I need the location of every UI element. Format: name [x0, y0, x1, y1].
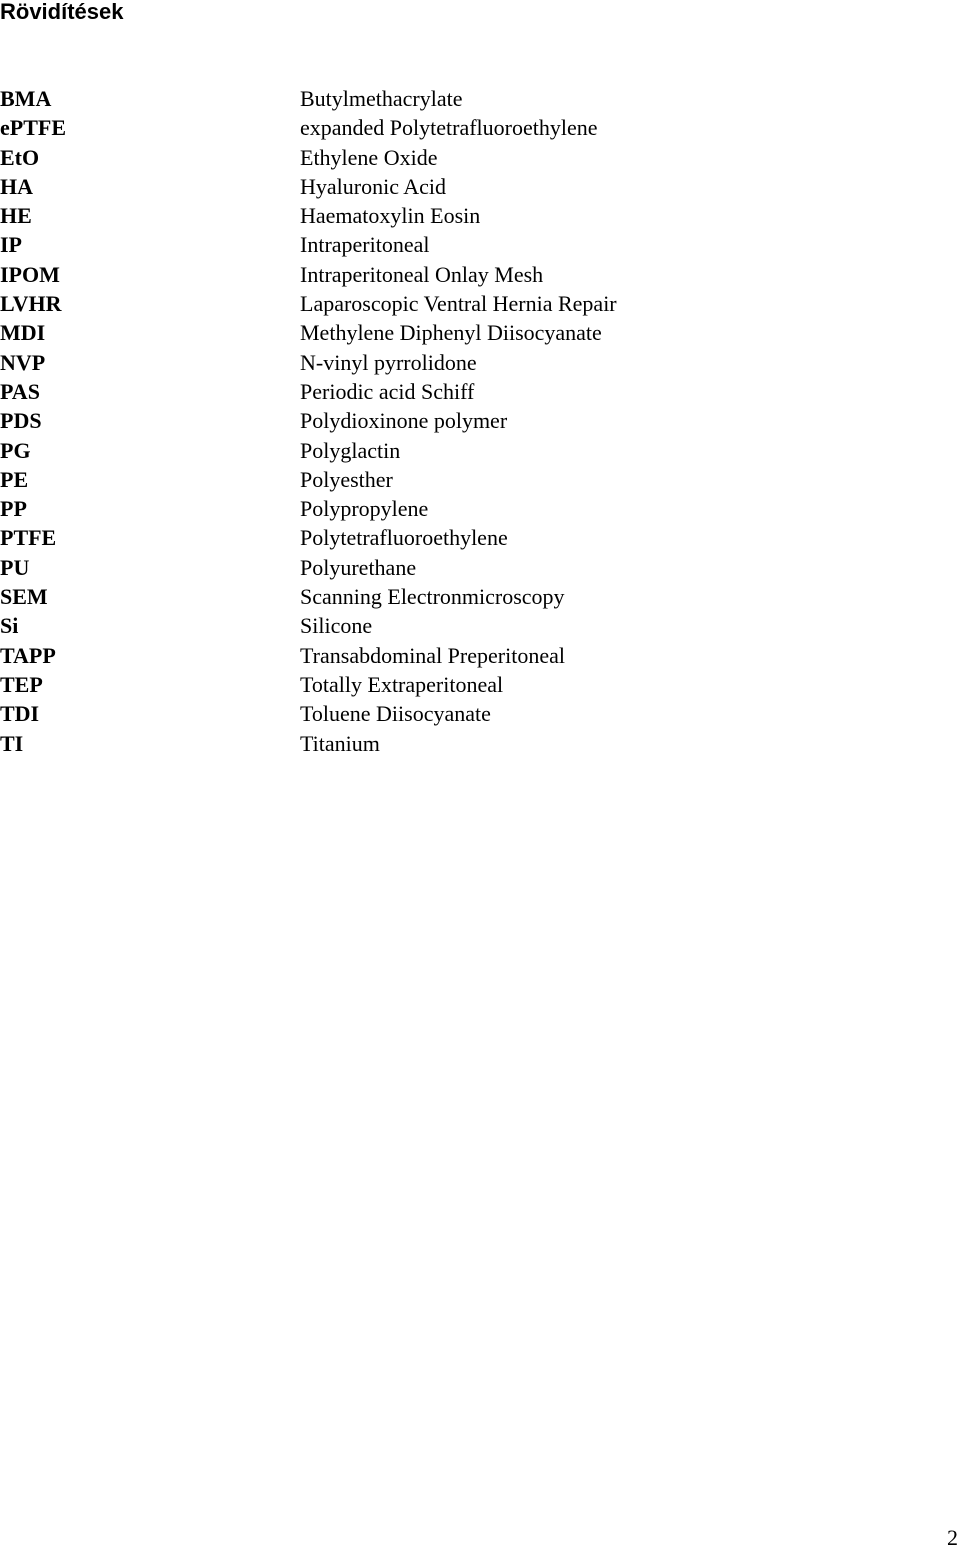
abbreviation-definition: Polyurethane	[300, 554, 417, 580]
abbreviation-term: HE	[0, 203, 32, 229]
abbreviation-row	[0, 523, 940, 552]
abbreviation-term: NVP	[0, 349, 46, 375]
abbreviation-term: PAS	[0, 378, 40, 404]
abbreviation-term: PE	[0, 466, 29, 492]
abbreviation-term: IP	[0, 232, 22, 258]
abbreviation-row	[0, 611, 940, 640]
abbreviation-row	[0, 113, 940, 142]
abbreviation-row	[0, 465, 940, 494]
abbreviation-row	[0, 172, 940, 201]
abbreviation-definition: Intraperitoneal Onlay Mesh	[300, 261, 544, 287]
abbreviation-definition: Intraperitoneal	[300, 232, 430, 258]
abbreviation-definition: Totally Extraperitoneal	[300, 671, 504, 697]
page-number: 2	[947, 1525, 958, 1550]
abbreviation-term: PDS	[0, 408, 42, 434]
abbreviation-definition: Silicone	[300, 613, 373, 639]
abbreviation-row	[0, 729, 940, 758]
abbreviation-definition: Periodic acid Schiff	[300, 378, 475, 404]
abbreviation-definition: Titanium	[300, 730, 380, 756]
abbreviation-row	[0, 230, 940, 259]
abbreviation-definition: Scanning Electronmicroscopy	[300, 584, 565, 610]
abbreviation-definition: Hyaluronic Acid	[300, 173, 447, 199]
abbreviation-term: HA	[0, 173, 33, 199]
abbreviation-row	[0, 143, 940, 172]
abbreviation-term: TI	[0, 730, 24, 756]
abbreviation-term: LVHR	[0, 291, 62, 317]
abbreviation-term: Si	[0, 613, 19, 639]
abbreviation-row	[0, 494, 940, 523]
abbreviation-term: ePTFE	[0, 115, 66, 141]
abbreviation-term: TDI	[0, 701, 40, 727]
abbreviation-row	[0, 699, 940, 728]
abbreviation-definition: Polyglactin	[300, 437, 401, 463]
abbreviation-row	[0, 436, 940, 465]
abbreviation-definition: Butylmethacrylate	[300, 86, 463, 111]
abbreviation-row	[0, 670, 940, 699]
abbreviation-term: TEP	[0, 671, 43, 697]
abbreviation-definition: Polyesther	[300, 466, 393, 492]
abbreviation-definition: Laparoscopic Ventral Hernia Repair	[300, 291, 617, 317]
abbreviation-term: PTFE	[0, 525, 57, 551]
abbreviation-definition: Haematoxylin Eosin	[300, 203, 481, 229]
abbreviation-row	[0, 84, 940, 113]
abbreviation-definition: Toluene Diisocyanate	[300, 701, 491, 727]
abbreviation-row	[0, 318, 940, 347]
abbreviation-definition: Polydioxinone polymer	[300, 408, 508, 434]
abbreviation-row	[0, 201, 940, 230]
abbreviation-term: SEM	[0, 584, 48, 610]
abbreviation-row	[0, 553, 940, 582]
abbreviation-row	[0, 260, 940, 289]
abbreviation-row	[0, 641, 940, 670]
abbreviation-row	[0, 289, 940, 318]
abbreviation-definition: Polypropylene	[300, 496, 429, 522]
page-heading: Rövidítések	[0, 0, 124, 24]
abbreviation-term: PG	[0, 437, 31, 463]
abbreviation-term: EtO	[0, 144, 40, 170]
abbreviation-definition: N-vinyl pyrrolidone	[300, 349, 477, 375]
abbreviation-definition: Ethylene Oxide	[300, 144, 438, 170]
abbreviation-term: MDI	[0, 320, 46, 346]
abbreviation-term: PP	[0, 496, 27, 522]
abbreviation-term: PU	[0, 554, 30, 580]
abbreviation-definition: Methylene Diphenyl Diisocyanate	[300, 320, 602, 346]
abbreviation-row	[0, 406, 940, 435]
abbreviation-definition: Polytetrafluoroethylene	[300, 525, 508, 551]
abbreviation-definition: expanded Polytetrafluoroethylene	[300, 115, 598, 141]
abbreviation-row	[0, 582, 940, 611]
abbreviation-row	[0, 377, 940, 406]
abbreviation-term: BMA	[0, 86, 52, 111]
abbreviation-row	[0, 348, 940, 377]
abbreviation-term: IPOM	[0, 261, 60, 287]
abbreviation-definition: Transabdominal Preperitoneal	[300, 642, 565, 668]
abbreviation-list	[0, 84, 940, 758]
abbreviation-term: TAPP	[0, 642, 56, 668]
